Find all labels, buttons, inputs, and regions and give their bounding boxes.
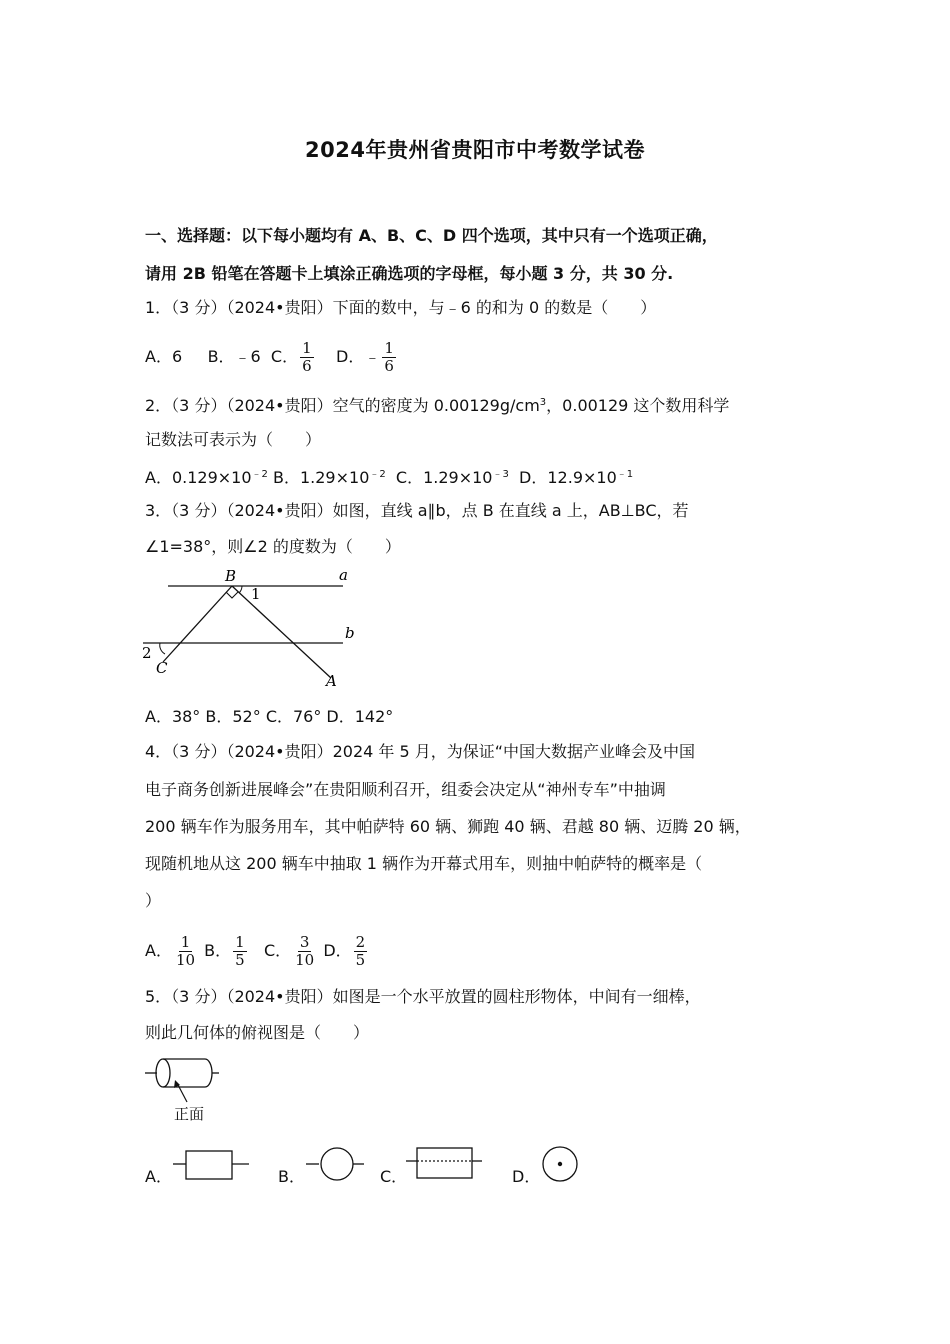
label-A: A (326, 672, 337, 690)
label-b: b (345, 624, 355, 642)
segment-bc (163, 586, 232, 662)
q2-text-line-2: 记数法可表示为（ ） (145, 430, 322, 449)
right-angle-mark (226, 592, 238, 598)
q2-option-b: B．$1.29\times 10^{﹣2}$ (273, 468, 386, 487)
q4-options (145, 934, 369, 969)
q5-option-d-figure (541, 1146, 581, 1184)
q1-option-c-fraction: $\frac{1}{6}$ (302, 339, 312, 375)
q5-option-a-figure (173, 1148, 253, 1184)
q5-option-d: D． (512, 1167, 541, 1186)
q1-options (145, 340, 398, 375)
q2-option-a: A．$0.129\times 10^{﹣2}$ (145, 468, 268, 487)
front-arrow (177, 1083, 187, 1102)
label-2: 2 (142, 644, 152, 662)
q4-option-a: A． (145, 941, 172, 960)
q5-text-line-1: 5．（3 分）（2024•贵阳）如图是一个水平放置的圆柱形物体，中间有一细棒， (145, 987, 701, 1006)
q1-option-d: D．﹣ (336, 347, 381, 366)
label-1: 1 (251, 585, 261, 603)
q3-figure (138, 566, 368, 691)
page-title: 2024年贵州省贵阳市中考数学试卷 (305, 138, 645, 162)
q5-option-c-figure (406, 1146, 486, 1182)
q5-text-line-2: 则此几何体的俯视图是（ ） (145, 1023, 370, 1042)
q3-text-line-1: 3．（3 分）（2024•贵阳）如图，直线 a∥b，点 B 在直线 a 上，AB⊥BC，若 (145, 501, 689, 520)
q4-option-a-fraction: $\frac{1}{10}$ (175, 933, 196, 969)
q4-option-d: D． (323, 941, 352, 960)
angle-2-arc (160, 643, 165, 654)
q4-text-line-3: 200 辆车作为服务用车，其中帕萨特 60 辆、狮跑 40 辆、君越 80 辆、迈腾 20 辆， (145, 817, 751, 836)
q3-text-line-2: ∠1=38°，则∠2 的度数为（ ） (145, 537, 401, 556)
q4-text-line-1: 4．（3 分）（2024•贵阳）2024 年 5 月，为保证“中国大数据产业峰会及中国 (145, 742, 696, 761)
angle-1-arc (239, 586, 242, 593)
segment-ba (232, 586, 331, 678)
label-B: B (225, 567, 237, 585)
q5-option-b: B． (278, 1167, 305, 1186)
section-heading-line-2: 请用 2B 铅笔在答题卡上填涂正确选项的字母框，每小题 3 分，共 30 分. (145, 264, 674, 283)
q4-text-line-5: ） (145, 891, 162, 910)
q3-options: A．38° B．52° C．76° D．142° (145, 707, 394, 726)
q5-option-b-figure (306, 1146, 368, 1182)
q1-option-a: A．6 (145, 347, 183, 366)
q4-option-b-fraction: $\frac{1}{5}$ (235, 933, 245, 969)
section-heading-line-1: 一、选择题：以下每小题均有 A、B、C、D 四个选项，其中只有一个选项正确， (145, 226, 718, 245)
q4-text-line-4: 现随机地从这 200 辆车中抽取 1 辆作为开幕式用车，则抽中帕萨特的概率是（ (145, 854, 703, 873)
cylinder-left-face (156, 1059, 170, 1087)
label-C: C (156, 659, 168, 677)
q4-option-c: C． (263, 941, 292, 960)
q2-option-d: D．$12.9\times 10^{﹣1}$ (519, 468, 634, 487)
q1-text: 1．（3 分）（2024•贵阳）下面的数中，与﹣6 的和为 0 的数是（ ） (145, 298, 657, 317)
q5-option-c: C． (380, 1167, 408, 1186)
q1-option-c: C． (270, 347, 299, 366)
q5-option-a: A． (145, 1167, 172, 1186)
q4-option-b: B． (204, 941, 232, 960)
q4-text-line-2: 电子商务创新进展峰会”在贵阳顺利召开，组委会决定从“神州专车”中抽调 (145, 780, 666, 799)
q4-option-d-fraction: $\frac{2}{5}$ (355, 933, 366, 969)
q2-text-line-1: 2．（3 分）（2024•贵阳）空气的密度为 $0.00129g/cm^3$，0.00129 这个数用科学 (145, 396, 730, 415)
cylinder-right-face (205, 1059, 212, 1087)
q4-option-c-fraction: $\frac{3}{10}$ (295, 933, 315, 969)
front-label: 正面 (174, 1105, 205, 1123)
q2-options (145, 463, 633, 490)
label-a: a (339, 566, 348, 584)
q1-option-d-fraction: $\frac{1}{6}$ (384, 339, 394, 375)
q1-option-b: B．﹣6 (207, 347, 261, 366)
q2-option-c: C．$1.29\times 10^{﹣3}$ (395, 468, 509, 487)
